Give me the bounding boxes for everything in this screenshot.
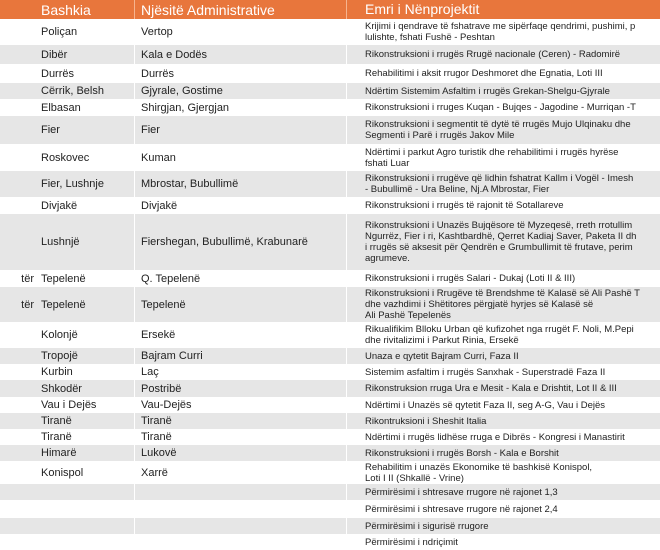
administrative-unit-cell: Postribë [134,380,346,397]
table-row [0,144,660,171]
administrative-unit-cell: Tepelenë [134,287,346,322]
subproject-cell [346,484,660,500]
municipality-cell: Kolonjë [41,329,78,341]
municipality-cell: Fier [41,124,60,136]
subproject-text: Rehabilitim i unazës Ekonomike të bashkisë Konispol, Loti I II (Shkallë - Vrine) [365,461,593,484]
table-row [0,500,660,518]
subproject-cell [346,518,660,534]
subproject-text: Rikonstruksioni i rruges Kuqan - Bujqes - Jagodine - Murriqan -T [365,102,636,113]
header-municipality: Bashkia [41,1,91,18]
municipality-cell: Divjakë [41,199,78,212]
administrative-unit-cell: Durrës [134,64,346,83]
subproject-cell [346,500,660,518]
table-row [0,413,660,429]
subproject-cell [346,322,660,348]
subproject-text: Ndërtimi i rrugës lidhëse rruga e Dibrës - Kongresi i Manastirit [365,431,625,443]
subproject-text: Përmirësimi i shtresave rrugore në rajonet 1,3 [365,486,558,498]
subproject-text: Rikonstruksioni i rrugës Rrugë nacionale (Ceren) - Radomirë [365,49,621,60]
administrative-unit-cell: Tiranë [134,429,346,445]
administrative-unit-cell: Mbrostar, Bubullimë [134,171,346,197]
subproject-text: Rikonstruksioni i rrugëve që lidhin fshatrat Kallm i Vogël - Imesh - Bubullimë - Ura Beline, Nj.A Mbrostar, Fier [365,173,634,195]
table-row [0,99,660,116]
administrative-unit-cell: Vertop [134,19,346,45]
administrative-unit-cell: Fiershegan, Bubullimë, Krabunarë [134,214,346,270]
subproject-cell [346,19,660,45]
table-row [0,116,660,144]
subproject-text: Përmirësimi i sigurisë rrugore [365,520,489,532]
municipality-cell: Tepelenë [41,272,86,285]
table-row [0,322,660,348]
municipality-cell: Durrës [41,67,75,80]
subproject-text: Rehabilitimi i aksit rrugor Deshmoret dhe Egnatia, Loti III [365,68,603,79]
table-row [0,83,660,99]
subproject-cell [346,413,660,429]
administrative-unit-cell: Vau-Dejës [134,397,346,413]
subproject-cell [346,461,660,484]
municipality-cell: Shkodër [41,382,82,395]
administrative-unit-cell: Xarrë [134,461,346,484]
subproject-cell [346,364,660,380]
subproject-cell [346,380,660,397]
table-row [0,461,660,484]
administrative-unit-cell: Tiranë [134,413,346,429]
subproject-text: Rikonstruksion rruga Ura e Mesit - Kala e Drishtit, Lot II & III [365,383,617,394]
subproject-text: Sistemim asfaltim i rrugës Sanxhak - Superstradë Faza II [365,366,606,378]
municipality-cell: Vau i Dejës [41,399,97,411]
administrative-unit-cell: Kuman [134,144,346,171]
header-administrative-units: Njësitë Administrative [134,0,346,19]
municipality-cell: Lushnjë [41,236,80,248]
subproject-cell [346,99,660,116]
table-row [0,270,660,287]
table-row [0,171,660,197]
subproject-cell [346,64,660,83]
administrative-unit-cell [134,518,346,534]
subproject-text: Ndërtimi i Unazës së qytetit Faza II, seg A-G, Vau i Dejës [365,399,606,411]
subproject-text: Ndërtimi i parkut Agro turistik dhe rehabilitimi i rrugës hyrëse fshati Luar [365,146,619,169]
row-prefix-cell: tër [21,272,34,285]
subproject-text: Rikonstruksioni i rrugës të rajonit të Sotallareve [365,200,564,211]
subproject-cell [346,83,660,99]
table-row [0,45,660,64]
municipality-cell: Tiranë [41,431,72,443]
administrative-unit-cell: Ersekë [134,322,346,348]
administrative-unit-cell: Lukovë [134,445,346,461]
table-row [0,484,660,500]
table-row [0,380,660,397]
subproject-text: Përmirësimi i ndriçimit [365,536,458,548]
municipality-cell: Tropojë [41,350,78,362]
table-header [0,0,660,19]
municipality-cell: Elbasan [41,101,81,114]
subproject-text: Rikonstruksioni i segmentit të dytë të rrugës Mujo Ulqinaku dhe Segmenti i Parë i rrugës Jakov Mile [365,119,631,141]
subproject-cell [346,397,660,413]
subproject-text: Rikualifikim Blloku Urban që kufizohet nga rrugët F. Noli, M.Pepi dhe rivitalizimi i Parkut Rinia, Ersekë [365,324,634,346]
table-row [0,445,660,461]
municipality-cell: Konispol [41,466,84,479]
subproject-text: Përmirësimi i shtresave rrugore në rajonet 2,4 [365,503,558,515]
administrative-unit-cell: Gjyrale, Gostime [134,83,346,99]
subproject-cell [346,534,660,550]
administrative-unit-cell: Bajram Curri [134,348,346,364]
municipality-cell: Fier, Lushnje [41,178,104,190]
subproject-cell [346,171,660,197]
municipality-cell: Cërrik, Belsh [41,85,104,97]
administrative-unit-cell [134,484,346,500]
subproject-text: Krijimi i qendrave të fshatrave me sipërfaqe qendrimi, pushimi, p lulishte, fshati Fushë - Peshtan [365,21,636,43]
subproject-cell [346,45,660,64]
table-row [0,214,660,270]
subproject-text: Rikonstruksioni i rrugës Salari - Dukaj (Loti II & III) [365,273,576,284]
administrative-unit-cell: Shirgjan, Gjergjan [134,99,346,116]
subproject-cell [346,429,660,445]
subproject-text: Rikonstruksioni i Rrugëve të Brendshme të Kalasë së Ali Pashë T dhe vazhdimi i Shëtitores përgjatë hyrjes së Kalasë së Ali Pashë Tepelenës [365,288,640,321]
subproject-cell [346,214,660,270]
table-row [0,287,660,322]
municipality-cell: Tepelenë [41,298,86,311]
table-row [0,364,660,380]
table-row [0,429,660,445]
municipality-cell: Poliçan [41,26,78,38]
municipality-cell: Tiranë [41,415,72,427]
table-row [0,534,660,550]
table-row [0,19,660,45]
subproject-text: Rikonstruksioni i Unazës Bujqësore të Myzeqesë, rreth rrotullim Ngurrëz, Fier i ri, Kashtbardhë, Qerret Kadiaj Saver, Paketa II dh i rrugës së aksesit për Qendrën e Grumbullimit të frutave, perim agrumeve. [365,220,637,264]
subproject-cell [346,197,660,214]
subproject-cell [346,287,660,322]
administrative-unit-cell [134,500,346,518]
subproject-text: Rikontruksioni i Sheshit Italia [365,415,487,427]
administrative-unit-cell: Q. Tepelenë [134,270,346,287]
administrative-unit-cell [134,534,346,550]
table-row [0,348,660,364]
municipality-cell: Roskovec [41,151,90,164]
subproject-cell [346,348,660,364]
municipality-cell: Himarë [41,447,77,459]
administrative-unit-cell: Laç [134,364,346,380]
subproject-text: Rikonstruksioni i rrugës Borsh - Kala e Borshit [365,447,559,459]
administrative-unit-cell: Kala e Dodës [134,45,346,64]
subproject-text: Unaza e qytetit Bajram Curri, Faza II [365,350,519,362]
header-subproject-name: Emri i Nënprojektit [346,0,660,19]
administrative-unit-cell: Divjakë [134,197,346,214]
administrative-unit-cell: Fier [134,116,346,144]
table-row [0,397,660,413]
table-row [0,64,660,83]
subproject-cell [346,144,660,171]
table-body [0,19,660,550]
table-row [0,518,660,534]
row-prefix-cell: tër [21,298,34,311]
table-row [0,197,660,214]
municipality-cell: Dibër [41,48,68,61]
subproject-cell [346,270,660,287]
subproject-cell [346,445,660,461]
subproject-text: Ndërtim Sistemim Asfaltim i rrugës Grekan-Shelgu-Gjyrale [365,85,610,97]
subproject-cell [346,116,660,144]
municipality-cell: Kurbin [41,366,73,378]
